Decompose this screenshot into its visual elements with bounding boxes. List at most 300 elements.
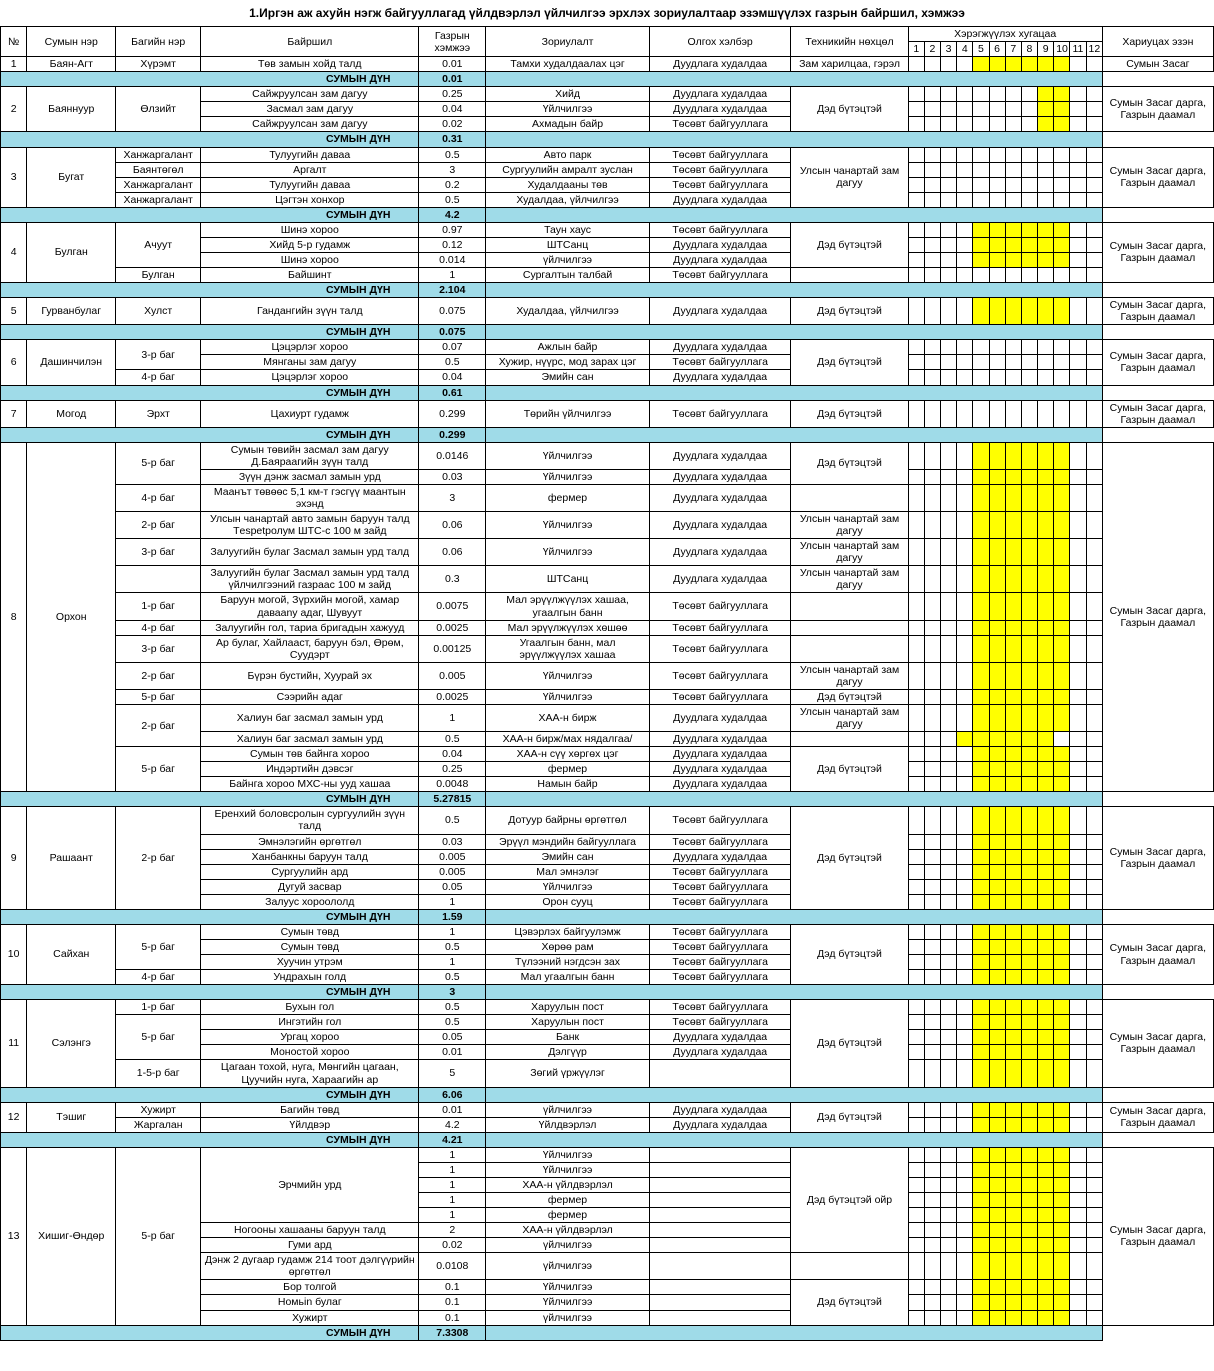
row12-6-month-8 bbox=[1021, 1238, 1037, 1253]
row12-8-month-2 bbox=[924, 1280, 940, 1295]
row7-3-month-3 bbox=[941, 512, 957, 539]
soum-total-row bbox=[1, 207, 1214, 222]
row7-5-month-5 bbox=[973, 566, 989, 593]
row11-0-month-9 bbox=[1038, 1102, 1054, 1117]
purpose-cell: Харуулын пост bbox=[486, 1015, 650, 1030]
row8-4-month-4 bbox=[957, 879, 973, 894]
row3-2-month-5 bbox=[973, 252, 989, 267]
row0-0-month-4 bbox=[957, 57, 973, 72]
method-cell: Дуудлага худалдаа bbox=[649, 370, 791, 385]
row7-7-month-11 bbox=[1070, 620, 1086, 635]
soum-name: Сэлэнгэ bbox=[27, 1000, 116, 1087]
soum-name: Бугат bbox=[27, 147, 116, 207]
row6-0-month-1 bbox=[908, 400, 924, 427]
row7-2-month-2 bbox=[924, 484, 940, 511]
row3-3-month-2 bbox=[924, 268, 940, 283]
row3-0-month-1 bbox=[908, 222, 924, 237]
row0-0-month-10 bbox=[1054, 57, 1070, 72]
row10-1-month-3 bbox=[941, 1015, 957, 1030]
row11-0-month-3 bbox=[941, 1102, 957, 1117]
row0-0-month-1 bbox=[908, 57, 924, 72]
row2-0-month-5 bbox=[973, 147, 989, 162]
bag-name: 5-р баг bbox=[116, 442, 201, 484]
row7-1-month-12 bbox=[1086, 469, 1102, 484]
row10-1-month-1 bbox=[908, 1015, 924, 1030]
soum-total-label: СУМЫН ДҮН bbox=[1, 1325, 419, 1340]
row7-11-month-4 bbox=[957, 704, 973, 731]
row3-0-month-12 bbox=[1086, 222, 1102, 237]
row4-0-month-2 bbox=[924, 298, 940, 325]
purpose-cell: Үйлчилгээ bbox=[486, 879, 650, 894]
row8-0-month-7 bbox=[1005, 807, 1021, 834]
row9-3-month-6 bbox=[989, 970, 1005, 985]
row12-10-month-1 bbox=[908, 1310, 924, 1325]
row9-3-month-3 bbox=[941, 970, 957, 985]
row7-14-month-7 bbox=[1005, 762, 1021, 777]
row0-0-month-12 bbox=[1086, 57, 1102, 72]
soum-total-row bbox=[1, 325, 1214, 340]
row7-2-month-7 bbox=[1005, 484, 1021, 511]
row12-3-month-8 bbox=[1021, 1193, 1037, 1208]
row8-3-month-8 bbox=[1021, 864, 1037, 879]
purpose-cell: фермер bbox=[486, 1208, 650, 1223]
method-cell: Төсөвт байгууллага bbox=[649, 879, 791, 894]
row7-0-month-6 bbox=[989, 442, 1005, 469]
row7-15-month-9 bbox=[1038, 777, 1054, 792]
row7-15-month-6 bbox=[989, 777, 1005, 792]
row7-12-month-6 bbox=[973, 732, 989, 747]
row6-0-month-2 bbox=[924, 400, 940, 427]
row11-1-month-1 bbox=[908, 1117, 924, 1132]
row12-4-month-3 bbox=[941, 1208, 957, 1223]
row0-0-month-6 bbox=[989, 57, 1005, 72]
row12-3-month-9 bbox=[1038, 1193, 1054, 1208]
row11-0-month-2 bbox=[924, 1102, 940, 1117]
table-row bbox=[1, 442, 1214, 469]
purpose-cell: Орон сууц bbox=[486, 894, 650, 909]
th-bag: Багийн нэр bbox=[116, 27, 201, 57]
tech-cell: Улсын чанартай зам дагуу bbox=[791, 662, 908, 689]
table-row bbox=[1, 1000, 1214, 1015]
row5-2-month-7 bbox=[1005, 370, 1021, 385]
row7-15-month-3 bbox=[941, 777, 957, 792]
row7-12-month-4 bbox=[941, 732, 957, 747]
area-cell: 0.5 bbox=[419, 807, 486, 834]
tech-cell: Дэд бүтэцтэй bbox=[791, 689, 908, 704]
purpose-cell: Худалдаа, үйлчилгээ bbox=[486, 298, 650, 325]
row2-1-month-3 bbox=[941, 162, 957, 177]
soum-total-value: 5.27815 bbox=[419, 792, 486, 807]
row7-11-month-7 bbox=[1005, 704, 1021, 731]
row-number: 9 bbox=[1, 807, 27, 909]
row12-4-month-4 bbox=[957, 1208, 973, 1223]
row3-0-month-11 bbox=[1070, 222, 1086, 237]
row2-1-month-5 bbox=[973, 162, 989, 177]
row7-0-month-11 bbox=[1070, 442, 1086, 469]
row12-6-month-10 bbox=[1054, 1238, 1070, 1253]
location-cell: Бухын гол bbox=[201, 1000, 419, 1015]
row12-1-month-2 bbox=[924, 1162, 940, 1177]
row7-5-month-8 bbox=[1021, 566, 1037, 593]
row6-0-month-11 bbox=[1070, 400, 1086, 427]
row9-3-month-10 bbox=[1054, 970, 1070, 985]
purpose-cell: Мал угаалгын банн bbox=[486, 970, 650, 985]
method-cell: Төсөвт байгууллага bbox=[649, 924, 791, 939]
row7-15-month-11 bbox=[1070, 777, 1086, 792]
row7-2-month-11 bbox=[1070, 484, 1086, 511]
area-cell: 0.04 bbox=[419, 370, 486, 385]
row12-0-month-7 bbox=[1005, 1147, 1021, 1162]
month-header-7: 7 bbox=[1005, 42, 1021, 57]
row7-2-month-12 bbox=[1086, 484, 1102, 511]
row7-8-month-12 bbox=[1086, 635, 1102, 662]
soum-name: Тэшиг bbox=[27, 1102, 116, 1132]
area-cell: 0.005 bbox=[419, 864, 486, 879]
row7-12-month-12 bbox=[1070, 732, 1086, 747]
row5-1-month-1 bbox=[908, 355, 924, 370]
row7-14-month-4 bbox=[957, 762, 973, 777]
table-row bbox=[1, 162, 1214, 177]
method-cell: Төсөвт байгууллага bbox=[649, 662, 791, 689]
row12-4-month-10 bbox=[1054, 1208, 1070, 1223]
row8-1-month-6 bbox=[989, 834, 1005, 849]
row12-8-month-12 bbox=[1086, 1280, 1102, 1295]
row7-1-month-4 bbox=[957, 469, 973, 484]
row12-0-month-3 bbox=[941, 1147, 957, 1162]
purpose-cell: Төрийн үйлчилгээ bbox=[486, 400, 650, 427]
soum-total-filler bbox=[486, 207, 1103, 222]
row7-9-month-2 bbox=[924, 662, 940, 689]
row2-1-month-9 bbox=[1038, 162, 1054, 177]
month-header-1: 1 bbox=[908, 42, 924, 57]
bag-name: 1-р баг bbox=[116, 593, 201, 620]
row8-2-month-1 bbox=[908, 849, 924, 864]
row7-8-month-7 bbox=[1005, 635, 1021, 662]
land-allocation-table bbox=[0, 26, 1214, 1341]
method-cell: Төсөвт байгууллага bbox=[649, 894, 791, 909]
row12-3-month-12 bbox=[1086, 1193, 1102, 1208]
row9-3-month-5 bbox=[973, 970, 989, 985]
row7-12-month-5 bbox=[957, 732, 973, 747]
row5-1-month-8 bbox=[1021, 355, 1037, 370]
area-cell: 0.5 bbox=[419, 1015, 486, 1030]
row7-9-month-3 bbox=[941, 662, 957, 689]
row11-1-month-3 bbox=[941, 1117, 957, 1132]
row-number: 6 bbox=[1, 340, 27, 385]
area-cell: 0.0025 bbox=[419, 689, 486, 704]
purpose-cell: Хийд bbox=[486, 87, 650, 102]
row7-0-month-2 bbox=[924, 442, 940, 469]
purpose-cell: Банк bbox=[486, 1030, 650, 1045]
row5-2-month-4 bbox=[957, 370, 973, 385]
row12-0-month-10 bbox=[1054, 1147, 1070, 1162]
row8-5-month-7 bbox=[1005, 894, 1021, 909]
row8-4-month-5 bbox=[973, 879, 989, 894]
row12-10-month-6 bbox=[989, 1310, 1005, 1325]
row7-1-month-6 bbox=[989, 469, 1005, 484]
row8-5-month-8 bbox=[1021, 894, 1037, 909]
method-cell: Дуудлага худалдаа bbox=[649, 1117, 791, 1132]
row12-0-month-1 bbox=[908, 1147, 924, 1162]
row5-1-month-6 bbox=[989, 355, 1005, 370]
row8-0-month-9 bbox=[1038, 807, 1054, 834]
row5-2-month-9 bbox=[1038, 370, 1054, 385]
responsible-cell: Сумын Засаг дарга, Газрын даамал bbox=[1102, 87, 1213, 132]
row11-1-month-2 bbox=[924, 1117, 940, 1132]
row5-1-month-9 bbox=[1038, 355, 1054, 370]
purpose-cell: Авто парк bbox=[486, 147, 650, 162]
row-number: 5 bbox=[1, 298, 27, 325]
row7-8-month-1 bbox=[908, 635, 924, 662]
month-header-8: 8 bbox=[1021, 42, 1037, 57]
row3-2-month-11 bbox=[1070, 252, 1086, 267]
row7-10-month-7 bbox=[1005, 689, 1021, 704]
row8-4-month-6 bbox=[989, 879, 1005, 894]
row4-0-month-9 bbox=[1038, 298, 1054, 325]
row8-2-month-4 bbox=[957, 849, 973, 864]
th-purpose: Зориулалт bbox=[486, 27, 650, 57]
row1-1-month-2 bbox=[924, 102, 940, 117]
row8-0-month-5 bbox=[973, 807, 989, 834]
purpose-cell: фермер bbox=[486, 484, 650, 511]
row7-3-month-9 bbox=[1038, 512, 1054, 539]
row8-3-month-6 bbox=[989, 864, 1005, 879]
row12-4-month-7 bbox=[1005, 1208, 1021, 1223]
row1-1-month-5 bbox=[973, 102, 989, 117]
soum-total-label: СУМЫН ДҮН bbox=[1, 427, 419, 442]
row5-0-month-4 bbox=[957, 340, 973, 355]
row12-6-month-12 bbox=[1086, 1238, 1102, 1253]
area-cell: 1 bbox=[419, 1208, 486, 1223]
row8-4-month-2 bbox=[924, 879, 940, 894]
row8-2-month-3 bbox=[941, 849, 957, 864]
row2-2-month-7 bbox=[1005, 177, 1021, 192]
area-cell: 0.2 bbox=[419, 177, 486, 192]
soum-total-row bbox=[1, 385, 1214, 400]
row12-0-month-11 bbox=[1070, 1147, 1086, 1162]
row8-5-month-2 bbox=[924, 894, 940, 909]
table-row bbox=[1, 87, 1214, 102]
row7-0-month-1 bbox=[908, 442, 924, 469]
row4-0-month-5 bbox=[973, 298, 989, 325]
row2-3-month-12 bbox=[1086, 192, 1102, 207]
soum-total-value: 1.59 bbox=[419, 909, 486, 924]
area-cell: 0.3 bbox=[419, 566, 486, 593]
row8-0-month-4 bbox=[957, 807, 973, 834]
row12-9-month-5 bbox=[973, 1295, 989, 1310]
row2-2-month-5 bbox=[973, 177, 989, 192]
soum-name: Орхон bbox=[27, 442, 116, 792]
row7-14-month-12 bbox=[1086, 762, 1102, 777]
tech-cell: Дэд бүтэцтэй bbox=[791, 924, 908, 984]
soum-total-filler bbox=[486, 909, 1103, 924]
row8-1-month-9 bbox=[1038, 834, 1054, 849]
row10-0-month-3 bbox=[941, 1000, 957, 1015]
row7-13-month-7 bbox=[1005, 747, 1021, 762]
purpose-cell: Сургуулийн амралт зуслан bbox=[486, 162, 650, 177]
row7-14-month-6 bbox=[989, 762, 1005, 777]
location-cell: Сумын төвд bbox=[201, 939, 419, 954]
row7-9-month-6 bbox=[989, 662, 1005, 689]
row9-1-month-2 bbox=[924, 939, 940, 954]
row2-2-month-3 bbox=[941, 177, 957, 192]
row1-2-month-11 bbox=[1070, 117, 1086, 132]
row8-1-month-10 bbox=[1054, 834, 1070, 849]
row8-0-month-12 bbox=[1086, 807, 1102, 834]
row7-3-month-11 bbox=[1070, 512, 1086, 539]
row10-3-month-2 bbox=[924, 1045, 940, 1060]
row9-1-month-6 bbox=[989, 939, 1005, 954]
row9-0-month-11 bbox=[1070, 924, 1086, 939]
row7-3-month-10 bbox=[1054, 512, 1070, 539]
location-cell: Халиун баг засмал замын урд bbox=[201, 704, 419, 731]
location-cell: Зүүн дэнж засмал замын урд bbox=[201, 469, 419, 484]
row2-2-month-6 bbox=[989, 177, 1005, 192]
row9-0-month-10 bbox=[1054, 924, 1070, 939]
soum-total-value: 6.06 bbox=[419, 1087, 486, 1102]
row0-0-month-3 bbox=[941, 57, 957, 72]
row12-5-month-6 bbox=[989, 1223, 1005, 1238]
row7-15-month-12 bbox=[1086, 777, 1102, 792]
row2-0-month-10 bbox=[1054, 147, 1070, 162]
row12-10-month-8 bbox=[1021, 1310, 1037, 1325]
row9-1-month-9 bbox=[1038, 939, 1054, 954]
row2-1-month-12 bbox=[1086, 162, 1102, 177]
location-cell: Еренхий боловсролын сургуулийн зүүн талд bbox=[201, 807, 419, 834]
row12-1-month-9 bbox=[1038, 1162, 1054, 1177]
area-cell: 3 bbox=[419, 484, 486, 511]
location-cell: Тулуугийн даваа bbox=[201, 177, 419, 192]
row8-4-month-1 bbox=[908, 879, 924, 894]
row12-0-month-8 bbox=[1021, 1147, 1037, 1162]
row12-9-month-12 bbox=[1086, 1295, 1102, 1310]
row12-8-month-7 bbox=[1005, 1280, 1021, 1295]
tech-cell bbox=[791, 620, 908, 635]
row7-4-month-2 bbox=[924, 539, 940, 566]
row2-0-month-4 bbox=[957, 147, 973, 162]
method-cell: Дуудлага худалдаа bbox=[649, 849, 791, 864]
bag-name: Өлзийт bbox=[116, 87, 201, 132]
row5-1-month-3 bbox=[941, 355, 957, 370]
soum-total-value: 0.01 bbox=[419, 72, 486, 87]
row8-3-month-12 bbox=[1086, 864, 1102, 879]
row12-5-month-2 bbox=[924, 1223, 940, 1238]
tech-cell: Дэд бүтэцтэй bbox=[791, 442, 908, 484]
row7-5-month-1 bbox=[908, 566, 924, 593]
location-cell: Маанът төвөөс 5,1 км-т гэсгүү маантын эхэнд bbox=[201, 484, 419, 511]
row3-2-month-10 bbox=[1054, 252, 1070, 267]
tech-cell: Дэд бүтэцтэй bbox=[791, 747, 908, 792]
row7-15-month-8 bbox=[1021, 777, 1037, 792]
row7-6-month-11 bbox=[1070, 593, 1086, 620]
row12-7-month-6 bbox=[989, 1253, 1005, 1280]
row12-9-month-11 bbox=[1070, 1295, 1086, 1310]
row7-2-month-3 bbox=[941, 484, 957, 511]
row10-4-month-2 bbox=[924, 1060, 940, 1087]
row12-10-month-9 bbox=[1038, 1310, 1054, 1325]
area-cell: 0.0025 bbox=[419, 620, 486, 635]
row9-0-month-12 bbox=[1086, 924, 1102, 939]
method-cell: Төсөвт байгууллага bbox=[649, 355, 791, 370]
row2-3-month-1 bbox=[908, 192, 924, 207]
soum-total-label: СУМЫН ДҮН bbox=[1, 1132, 419, 1147]
row2-0-month-2 bbox=[924, 147, 940, 162]
row12-7-month-7 bbox=[1005, 1253, 1021, 1280]
area-cell: 0.1 bbox=[419, 1295, 486, 1310]
row5-1-month-7 bbox=[1005, 355, 1021, 370]
row12-8-month-5 bbox=[973, 1280, 989, 1295]
location-cell: Эрчмийн урд bbox=[201, 1147, 419, 1222]
method-cell: Дуудлага худалдаа bbox=[649, 566, 791, 593]
method-cell: Дуудлага худалдаа bbox=[649, 1102, 791, 1117]
row6-0-month-4 bbox=[957, 400, 973, 427]
row7-9-month-11 bbox=[1070, 662, 1086, 689]
row12-7-month-9 bbox=[1038, 1253, 1054, 1280]
row11-0-month-5 bbox=[973, 1102, 989, 1117]
row7-13-month-4 bbox=[957, 747, 973, 762]
row1-0-month-7 bbox=[1005, 87, 1021, 102]
row7-8-month-3 bbox=[941, 635, 957, 662]
row9-0-month-8 bbox=[1021, 924, 1037, 939]
area-cell: 2 bbox=[419, 1223, 486, 1238]
method-cell: Дуудлага худалдаа bbox=[649, 252, 791, 267]
row10-1-month-12 bbox=[1086, 1015, 1102, 1030]
area-cell: 0.03 bbox=[419, 834, 486, 849]
row7-5-month-7 bbox=[1005, 566, 1021, 593]
soum-name: Гурванбулаг bbox=[27, 298, 116, 325]
row7-8-month-8 bbox=[1021, 635, 1037, 662]
row12-2-month-7 bbox=[1005, 1177, 1021, 1192]
row5-0-month-9 bbox=[1038, 340, 1054, 355]
area-cell: 0.5 bbox=[419, 939, 486, 954]
row10-4-month-8 bbox=[1021, 1060, 1037, 1087]
table-row bbox=[1, 512, 1214, 539]
area-cell: 0.12 bbox=[419, 237, 486, 252]
row8-0-month-1 bbox=[908, 807, 924, 834]
bag-name bbox=[116, 566, 201, 593]
row8-1-month-3 bbox=[941, 834, 957, 849]
row8-4-month-3 bbox=[941, 879, 957, 894]
row7-5-month-12 bbox=[1086, 566, 1102, 593]
row11-1-month-9 bbox=[1038, 1117, 1054, 1132]
row12-9-month-7 bbox=[1005, 1295, 1021, 1310]
method-cell: Дуудлага худалдаа bbox=[649, 777, 791, 792]
row12-10-month-4 bbox=[957, 1310, 973, 1325]
row2-2-month-12 bbox=[1086, 177, 1102, 192]
row11-1-month-8 bbox=[1021, 1117, 1037, 1132]
row7-5-month-4 bbox=[957, 566, 973, 593]
row12-3-month-5 bbox=[973, 1193, 989, 1208]
area-cell: 0.1 bbox=[419, 1280, 486, 1295]
method-cell: Төсөвт байгууллага bbox=[649, 593, 791, 620]
row1-0-month-9 bbox=[1038, 87, 1054, 102]
row7-11-month-3 bbox=[941, 704, 957, 731]
row3-3-month-12 bbox=[1086, 268, 1102, 283]
tech-cell: Улсын чанартай зам дагуу bbox=[791, 704, 908, 731]
row8-4-month-11 bbox=[1070, 879, 1086, 894]
soum-total-label: СУМЫН ДҮН bbox=[1, 792, 419, 807]
row7-13-month-2 bbox=[924, 747, 940, 762]
row12-4-month-2 bbox=[924, 1208, 940, 1223]
row7-11-month-11 bbox=[1070, 704, 1086, 731]
row12-7-month-8 bbox=[1021, 1253, 1037, 1280]
row2-3-month-9 bbox=[1038, 192, 1054, 207]
row4-0-month-4 bbox=[957, 298, 973, 325]
row6-0-month-6 bbox=[989, 400, 1005, 427]
row1-0-month-5 bbox=[973, 87, 989, 102]
soum-total-label: СУМЫН ДҮН bbox=[1, 72, 419, 87]
row7-4-month-4 bbox=[957, 539, 973, 566]
